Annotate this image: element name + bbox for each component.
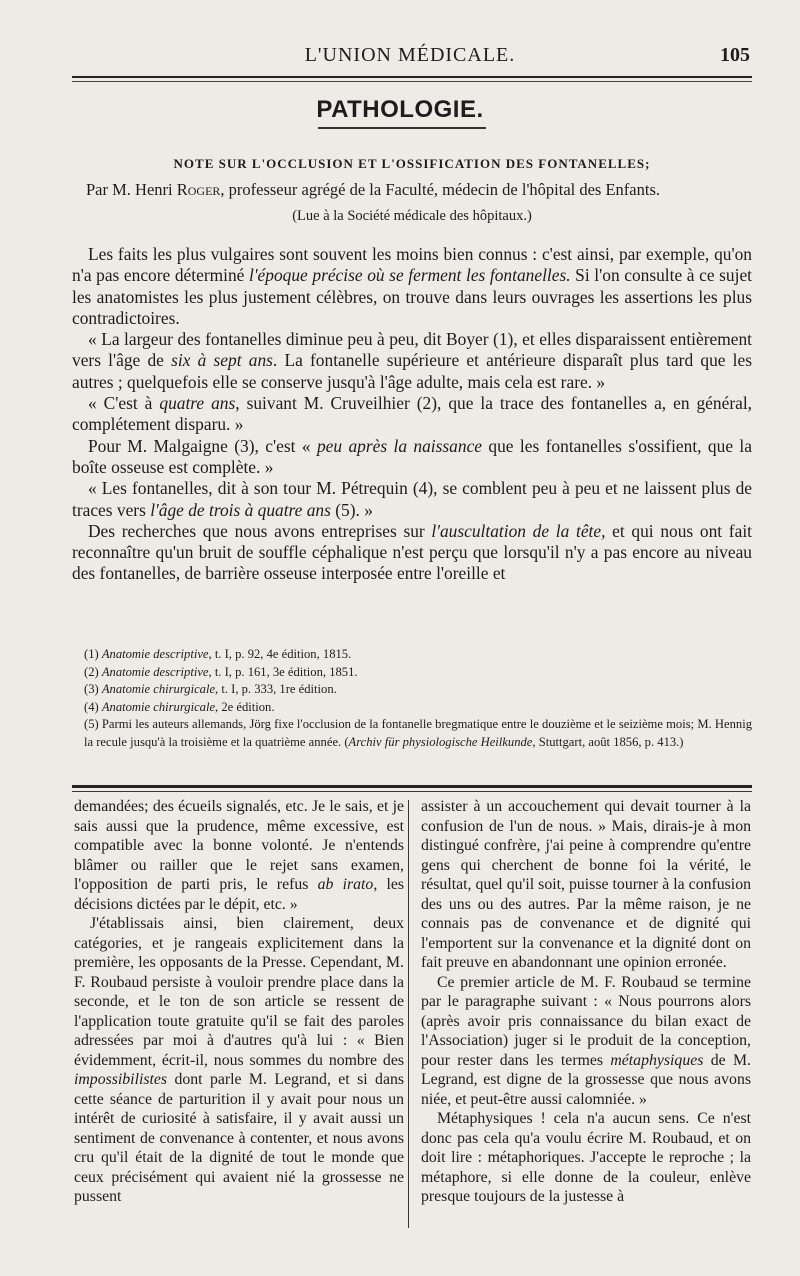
- byline-author: Roger: [176, 180, 221, 199]
- column-paragraph: demandées; des écueils signalés, etc. Je le sais, et je sais aussi que la prudence, même excessive, est compatible avec la bonne volonté. Je n'entends blâmer ou railler que le rejet sans examen, l'opposition de parti pris, le refus ab irato, les décisions dictées par le dépit, etc. »: [74, 798, 405, 913]
- running-head: [70, 44, 750, 74]
- header-rule: [72, 76, 752, 78]
- column-paragraph: Ce premier article de M. F. Roubaud se termine par le paragraphe suivant : « Nous pourrons alors (après avoir pris connaissance du bilan exact de l'Association) juger si le produit de la conception, pour rester dans les termes métaphysiques de M. Legrand, est digne de la grossesse que nous avons niée, et peut-être aussi calomniée. »: [421, 973, 751, 1108]
- body-paragraph: Les faits les plus vulgaires sont souvent les moins bien connus : c'est ainsi, par exemple, qu'on n'a pas encore déterminé l'époque précise où se ferment les fontanelles. Si l'on consulte à ce sujet les anatomistes les plus justement célèbres, on trouve dans leurs ouvrages les assertions les plus contradictoires.: [72, 244, 752, 328]
- footnote: (2) Anatomie descriptive, t. I, p. 161, 3e édition, 1851.: [84, 664, 358, 679]
- header-rule-thin: [72, 81, 752, 82]
- column-paragraph: assister à un accouchement qui devait tourner à la confusion de l'un de nous. » Mais, dirais-je à mon distingué confrère, j'ai peine à comprendre qu'entre gens qui cherchent de bonne foi la vérité, le résultat, quel qu'il soit, puisse tourner à la confusion des uns ou des autres. Par la même raison, je ne connais pas de convenance et de dignité qui l'emportent sur la convenance et la dignité dont on fait preuve en abandonnant une opinion erronée.: [421, 798, 751, 971]
- footnote: (3) Anatomie chirurgicale, t. I, p. 333, 1re édition.: [84, 682, 337, 697]
- body-paragraph: Des recherches que nous avons entreprises sur l'auscultation de la tête, et qui nous ont fait reconnaître qu'un bruit de souffle céphalique n'est perçu que lorsqu'il n'y a pas encore au niveau des fontanelles, de barrière osseuse interposée entre l'oreille et: [72, 520, 752, 584]
- body-paragraph: Pour M. Malgaigne (3), c'est « peu après la naissance que les fontanelles s'ossifient, que la boîte osseuse est complète. »: [72, 435, 752, 477]
- byline-suffix: , professeur agrégé de la Faculté, médecin de l'hôpital des Enfants.: [220, 180, 661, 199]
- right-column: [421, 797, 751, 1207]
- column-paragraph: J'établissais ainsi, bien clairement, deux catégories, et je rangeais explicitement dans la première, les opposants de la Presse. Cependant, M. F. Roubaud persiste à vouloir prendre place dans la seconde, et le ton de son article se ressent de l'application toute gratuite qu'il se fait des paroles adressées par moi à d'autres qu'à lui : « Bien évidemment, écrit-il, nous sommes du nombre des impossibilistes dont parle M. Legrand, et si dans cette séance de parturition il y avait pour nous un intérêt de curiosité à satisfaire, il y avait aussi un sentiment de convenance à contenter, et nous avons cru qu'il était de la dignité de tout le monde que ceux précisément qui avaient nié la grossesse ne pussent: [74, 915, 404, 1205]
- footnote: (4) Anatomie chirurgicale, 2e édition.: [84, 699, 275, 714]
- column-separator-rule: [72, 785, 752, 788]
- left-column: [74, 797, 404, 1207]
- body-paragraph: « Les fontanelles, dit à son tour M. Pétrequin (4), se comblent peu à peu et ne laissent plus de traces vers l'âge de trois à quatre ans (5). »: [72, 478, 752, 520]
- body-paragraph: « C'est à quatre ans, suivant M. Cruveilhier (2), que la trace des fontanelles a, en général, complétement disparu. »: [72, 393, 753, 435]
- footnotes: [72, 646, 752, 752]
- column-paragraph: Métaphysiques ! cela n'a aucun sens. Ce n'est donc pas cela qu'a voulu écrire M. Roubaud, et on doit lire : métaphoriques. J'accepte le reproche ; la métaphore, si elle donne de la couleur, enlève presque toujours de la justesse à: [421, 1110, 751, 1205]
- read-at-note: (Lue à la Société médicale des hôpitaux.): [292, 208, 532, 224]
- journal-title: L'UNION MÉDICALE.: [304, 44, 516, 66]
- byline-prefix: Par M. Henri: [86, 180, 177, 199]
- byline: [86, 180, 752, 200]
- section-title-underline: [318, 127, 486, 129]
- footnote: (5) Parmi les auteurs allemands, Jörg fixe l'occlusion de la fontanelle bregmatique entre le douzième et le seizième mois; M. Hennig la recule jusqu'à la troisième et la quatrième année. (Archiv für physiologische Heilkunde, Stuttgart, août 1856, p. 413.): [84, 717, 752, 749]
- column-divider: [408, 800, 409, 1228]
- body-paragraph: « La largeur des fontanelles diminue peu à peu, dit Boyer (1), et elles disparaissent entièrement vers l'âge de six à sept ans. La fontanelle supérieure et antérieure disparaît plus tard que les autres ; quelquefois elle se conserve jusqu'à l'âge adulte, mais cela est rare. »: [72, 329, 753, 392]
- column-separator-rule-thin: [72, 791, 752, 792]
- footnote: (1) Anatomie descriptive, t. I, p. 92, 4e édition, 1815.: [84, 647, 352, 661]
- article-title: NOTE SUR L'OCCLUSION ET L'OSSIFICATION DES FONTANELLES;: [173, 156, 651, 171]
- page-number: 105: [720, 44, 750, 66]
- section-title: PATHOLOGIE.: [316, 96, 484, 123]
- article-body: [72, 244, 752, 585]
